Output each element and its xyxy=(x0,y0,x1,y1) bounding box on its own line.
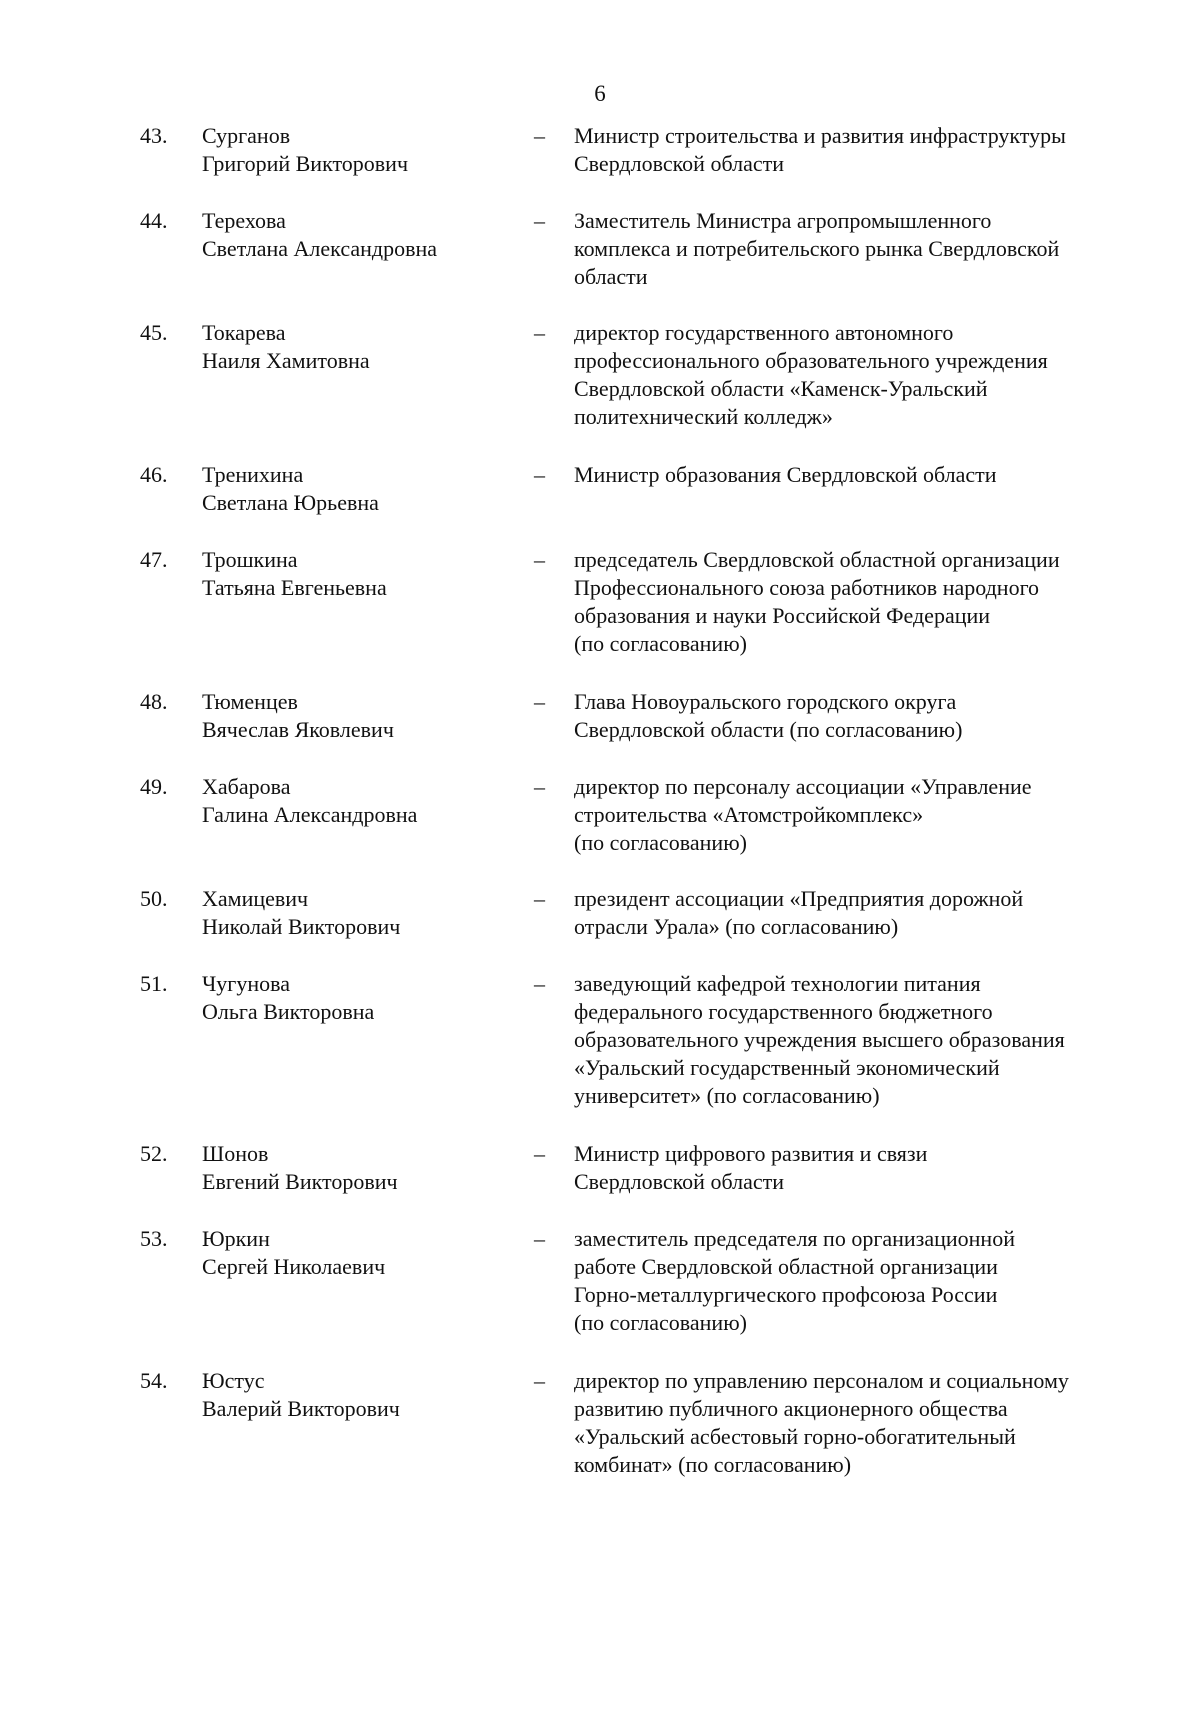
member-surname: Трошкина xyxy=(202,547,298,572)
position-line: Свердловской области xyxy=(574,151,784,176)
member-given-names: Валерий Викторович xyxy=(202,1396,400,1421)
entry-dash: – xyxy=(534,689,545,714)
position-line: (по согласованию) xyxy=(574,631,747,656)
position-line: заместитель председателя по организационной xyxy=(574,1226,1015,1251)
entry-number: 43. xyxy=(140,123,168,148)
position-line: работе Свердловской областной организации xyxy=(574,1254,998,1279)
member-position xyxy=(574,461,1134,489)
member-name xyxy=(202,688,512,744)
member-name xyxy=(202,319,512,375)
entry-number: 51. xyxy=(140,971,168,996)
entry-number: 48. xyxy=(140,689,168,714)
entry-number: 47. xyxy=(140,547,168,572)
entry-dash: – xyxy=(534,1226,545,1251)
member-position xyxy=(574,207,1134,291)
member-surname: Сурганов xyxy=(202,123,291,148)
position-line: Глава Новоуральского городского округа xyxy=(574,689,957,714)
page-number: 6 xyxy=(594,81,606,106)
entry-number: 46. xyxy=(140,462,168,487)
member-name xyxy=(202,546,512,602)
position-line: Заместитель Министра агропромышленного xyxy=(574,208,992,233)
member-given-names: Светлана Юрьевна xyxy=(202,490,379,515)
member-surname: Тренихина xyxy=(202,462,304,487)
entry-dash: – xyxy=(534,123,545,148)
member-surname: Хабарова xyxy=(202,774,291,799)
entry-number: 44. xyxy=(140,208,168,233)
position-line: Министр цифрового развития и связи xyxy=(574,1141,928,1166)
member-name xyxy=(202,773,512,829)
entry-number: 54. xyxy=(140,1368,168,1393)
entry-dash: – xyxy=(534,971,545,996)
member-given-names: Вячеслав Яковлевич xyxy=(202,717,394,742)
position-line: развитию публичного акционерного общества xyxy=(574,1396,1008,1421)
position-line: председатель Свердловской областной организации xyxy=(574,547,1060,572)
member-name xyxy=(202,1367,512,1423)
position-line: (по согласованию) xyxy=(574,830,747,855)
position-line: комбинат» (по согласованию) xyxy=(574,1452,852,1477)
member-given-names: Галина Александровна xyxy=(202,802,418,827)
member-given-names: Наиля Хамитовна xyxy=(202,348,370,373)
member-position xyxy=(574,546,1134,658)
entry-dash: – xyxy=(534,320,545,345)
member-name xyxy=(202,885,512,941)
position-line: университет» (по согласованию) xyxy=(574,1083,880,1108)
member-position xyxy=(574,1140,1134,1196)
member-position xyxy=(574,1225,1134,1337)
entry-number: 49. xyxy=(140,774,168,799)
member-name xyxy=(202,461,512,517)
member-position xyxy=(574,319,1134,431)
entry-number: 53. xyxy=(140,1226,168,1251)
member-surname: Хамицевич xyxy=(202,886,309,911)
position-line: заведующий кафедрой технологии питания xyxy=(574,971,981,996)
position-line: области xyxy=(574,264,648,289)
member-name xyxy=(202,1140,512,1196)
entry-dash: – xyxy=(534,547,545,572)
position-line: профессионального образовательного учреждения xyxy=(574,348,1048,373)
entry-dash: – xyxy=(534,462,545,487)
entry-dash: – xyxy=(534,1368,545,1393)
member-given-names: Евгений Викторович xyxy=(202,1169,398,1194)
member-surname: Юстус xyxy=(202,1368,265,1393)
position-line: директор по персоналу ассоциации «Управление xyxy=(574,774,1032,799)
member-position xyxy=(574,122,1134,178)
position-line: строительства «Атомстройкомплекс» xyxy=(574,802,924,827)
member-given-names: Татьяна Евгеньевна xyxy=(202,575,387,600)
entry-dash: – xyxy=(534,886,545,911)
member-position xyxy=(574,1367,1134,1479)
member-position xyxy=(574,688,1134,744)
entry-dash: – xyxy=(534,774,545,799)
entry-dash: – xyxy=(534,208,545,233)
member-name xyxy=(202,970,512,1026)
member-name xyxy=(202,1225,512,1281)
position-line: директор по управлению персоналом и социальному xyxy=(574,1368,1069,1393)
member-surname: Токарева xyxy=(202,320,286,345)
entry-number: 52. xyxy=(140,1141,168,1166)
position-line: (по согласованию) xyxy=(574,1310,747,1335)
entry-number: 50. xyxy=(140,886,168,911)
position-line: политехнический колледж» xyxy=(574,404,833,429)
member-given-names: Сергей Николаевич xyxy=(202,1254,386,1279)
position-line: Свердловской области «Каменск-Уральский xyxy=(574,376,988,401)
entry-number: 45. xyxy=(140,320,168,345)
position-line: «Уральский асбестовый горно-обогатительный xyxy=(574,1424,1016,1449)
position-line: Свердловской области xyxy=(574,1169,784,1194)
member-given-names: Ольга Викторовна xyxy=(202,999,375,1024)
member-position xyxy=(574,885,1134,941)
position-line: президент ассоциации «Предприятия дорожной xyxy=(574,886,1024,911)
position-line: Министр образования Свердловской области xyxy=(574,462,997,487)
position-line: образования и науки Российской Федерации xyxy=(574,603,991,628)
member-surname: Тюменцев xyxy=(202,689,298,714)
position-line: Министр строительства и развития инфраструктуры xyxy=(574,123,1066,148)
member-surname: Шонов xyxy=(202,1141,269,1166)
position-line: директор государственного автономного xyxy=(574,320,954,345)
member-given-names: Григорий Викторович xyxy=(202,151,409,176)
entry-dash: – xyxy=(534,1141,545,1166)
position-line: отрасли Урала» (по согласованию) xyxy=(574,914,899,939)
member-name xyxy=(202,122,512,178)
member-surname: Юркин xyxy=(202,1226,270,1251)
member-surname: Чугунова xyxy=(202,971,290,996)
position-line: федерального государственного бюджетного xyxy=(574,999,993,1024)
member-position xyxy=(574,773,1134,857)
member-given-names: Николай Викторович xyxy=(202,914,401,939)
position-line: комплекса и потребительского рынка Свердловской xyxy=(574,236,1060,261)
position-line: Профессионального союза работников народного xyxy=(574,575,1040,600)
member-surname: Терехова xyxy=(202,208,286,233)
position-line: Горно-металлургического профсоюза России xyxy=(574,1282,998,1307)
position-line: образовательного учреждения высшего образования xyxy=(574,1027,1065,1052)
member-given-names: Светлана Александровна xyxy=(202,236,438,261)
position-line: «Уральский государственный экономический xyxy=(574,1055,1000,1080)
position-line: Свердловской области (по согласованию) xyxy=(574,717,963,742)
member-position xyxy=(574,970,1134,1110)
member-name xyxy=(202,207,512,263)
